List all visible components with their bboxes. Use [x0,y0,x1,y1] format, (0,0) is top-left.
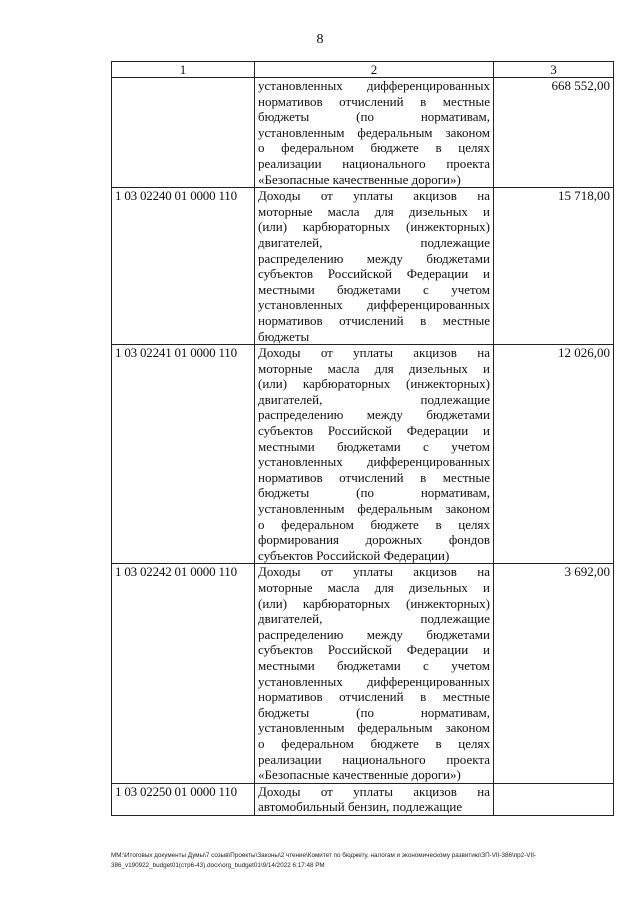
description-line: установленных дифференцированных [258,673,490,689]
table-row [112,188,614,345]
description-line: местными бюджетами с учетом [258,281,490,297]
description-line: о федеральном бюджете в целях [258,735,490,751]
description-line: (или) карбюраторных (инжекторных) [258,595,490,611]
description-line: субъектов Российской Федерации и [258,266,490,282]
description-line: местными бюджетами с учетом [258,657,490,673]
description-line: моторные масла для дизельных и [258,203,490,219]
description-line: реализации национального проекта [258,155,490,171]
description-line: (или) карбюраторных (инжекторных) [258,376,490,392]
description-line: субъектов Российской Федерации) [258,547,450,563]
description-line: установленным федеральным законом [258,720,490,736]
budget-code-cell: 1 03 02250 01 0000 110 [112,783,255,815]
budget-code-cell: 1 03 02240 01 0000 110 [112,188,255,345]
table-row [112,78,614,188]
description-line: установленных дифференцированных [258,454,490,470]
description-line: установленным федеральным законом [258,501,490,517]
description-line: моторные масла для дизельных и [258,580,490,595]
budget-code-cell: 1 03 02242 01 0000 110 [112,564,255,783]
footer-line: 386_v190922_budget01(стр6-43).docx\org_budget01\9/14/2022 6:17:48 PM [111,862,325,869]
footer-line: MM:\Итоговых документы Думы\7 созыв\Проекты\Законы\2 чтение\Комитет по бюджету, налогам и экономическому развитию\ЗП-VII-386\пр2-VII- [111,852,537,859]
description-line: моторные масла для дизельных и [258,360,490,376]
description-cell [255,564,494,783]
file-path-footer [111,851,616,871]
description-line: Доходы от уплаты акцизов на [258,564,490,580]
description-line: бюджеты [258,328,310,344]
budget-table [111,61,614,816]
description-line: установленным федеральным законом [258,124,490,140]
description-line: нормативов отчислений в местные [258,312,490,328]
description-line: бюджеты (по нормативам, [258,109,490,125]
amount-cell [494,783,614,815]
description-line: Доходы от уплаты акцизов на [258,783,490,799]
description-line: местными бюджетами с учетом [258,438,490,454]
description-line: распределению между бюджетами [258,250,490,266]
description-line: установленных дифференцированных [258,297,490,313]
description-line: распределению между бюджетами [258,626,490,642]
description-line: Доходы от уплаты акцизов на [258,188,490,204]
description-line: нормативов отчислений в местные [258,93,490,109]
budget-code-cell [112,78,255,188]
description-line: формирования дорожных фондов [258,532,490,548]
description-line: установленных дифференцированных [258,78,490,93]
description-line: субъектов Российской Федерации и [258,642,490,658]
description-line: (или) карбюраторных (инжекторных) [258,219,490,235]
description-line: распределению между бюджетами [258,407,490,423]
description-line: бюджеты (по нормативам, [258,704,490,720]
header-cell: 3 [494,62,614,78]
description-line: двигателей, подлежащие [258,391,490,407]
header-cell: 2 [255,62,494,78]
header-cell: 1 [112,62,255,78]
table-row [112,345,614,564]
page-number: 8 [316,32,324,47]
description-line: о федеральном бюджете в целях [258,140,490,156]
description-line: «Безопасные качественные дороги») [258,171,461,187]
description-line: «Безопасные качественные дороги») [258,767,461,783]
description-line: Доходы от уплаты акцизов на [258,345,490,361]
amount-cell: 668 552,00 [494,78,614,188]
table-row [112,783,614,815]
description-line: двигателей, подлежащие [258,234,490,250]
description-line: субъектов Российской Федерации и [258,423,490,439]
table-row [112,564,614,783]
description-line: бюджеты (по нормативам, [258,485,490,501]
description-line: нормативов отчислений в местные [258,469,490,485]
description-cell [255,783,494,815]
description-cell [255,188,494,345]
description-line: нормативов отчислений в местные [258,689,490,705]
amount-cell: 15 718,00 [494,188,614,345]
description-cell [255,78,494,188]
description-line: реализации национального проекта [258,751,490,767]
description-cell [255,345,494,564]
description-line: автомобильный бензин, подлежащие [258,799,463,815]
description-line: о федеральном бюджете в целях [258,516,490,532]
table-header-row [112,62,614,78]
amount-cell: 3 692,00 [494,564,614,783]
amount-cell: 12 026,00 [494,345,614,564]
budget-code-cell: 1 03 02241 01 0000 110 [112,345,255,564]
description-line: двигателей, подлежащие [258,611,490,627]
